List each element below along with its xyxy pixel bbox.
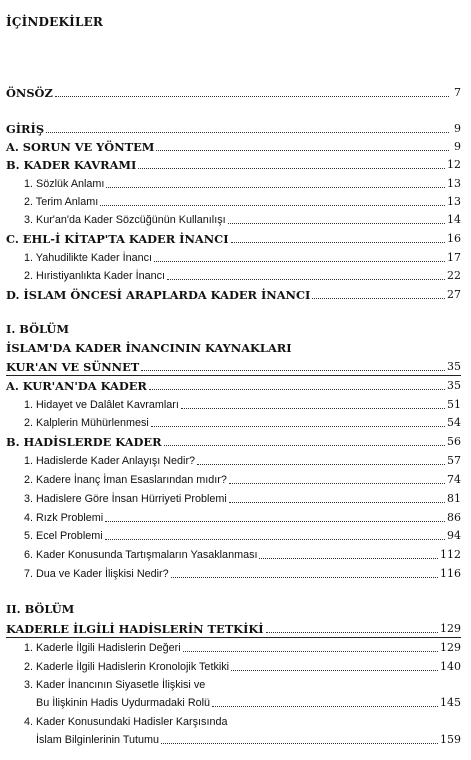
dot-leader xyxy=(106,186,445,188)
toc-entry-bilginler-line1[interactable]: 4. Kader Konusundaki Hadisler Karşısında xyxy=(24,716,228,728)
dot-leader xyxy=(156,149,449,151)
toc-page-number: 129 xyxy=(440,622,461,635)
dot-leader xyxy=(138,167,445,169)
toc-entry-label: İslam Bilginlerinin Tutumu xyxy=(36,734,160,746)
toc-entry-label: KADERLE İLGİLİ HADİSLERİN TETKİKİ xyxy=(6,622,264,636)
toc-entry-label: 1. Hadislerde Kader Anlayışı Nedir? xyxy=(24,455,196,467)
part-heading-1: I. BÖLÜM xyxy=(6,322,69,336)
toc-page-number: 159 xyxy=(440,733,461,746)
section-rule xyxy=(6,375,461,376)
toc-entry-label: 3. Kur'an'da Kader Sözcüğünün Kullanılışı xyxy=(24,214,226,226)
toc-page-number: 27 xyxy=(447,288,461,301)
toc-entry-tartismalarin-yasaklanmasi[interactable] xyxy=(24,546,461,562)
toc-entry-label: 3. Hadislere Göre İnsan Hürriyeti Problemi xyxy=(24,493,227,505)
dot-leader xyxy=(167,278,445,280)
toc-entry-giris[interactable] xyxy=(6,120,461,136)
toc-entry-kadere-inanc[interactable] xyxy=(24,471,461,487)
toc-entry-hidayet-dalalet[interactable] xyxy=(24,396,461,412)
part-title-1: İSLAM'DA KADER İNANCININ KAYNAKLARI xyxy=(6,341,292,355)
toc-entry-label: 5. Ecel Problemi xyxy=(24,530,103,542)
toc-entry-hiristiyanlik[interactable] xyxy=(24,267,461,283)
toc-entry-insan-hurriyeti[interactable] xyxy=(24,490,461,506)
toc-entry-label: 6. Kader Konusunda Tartışmaların Yasaklanması xyxy=(24,549,258,561)
toc-entry-label: 1. Hidayet ve Dalâlet Kavramları xyxy=(24,399,179,411)
dot-leader xyxy=(231,241,445,243)
toc-page-number: 116 xyxy=(440,567,461,580)
toc-page-number: 13 xyxy=(447,195,461,208)
page-title: İÇİNDEKİLER xyxy=(6,15,104,29)
toc-entry-label: B. KADER KAVRAMI xyxy=(6,158,137,172)
dot-leader xyxy=(312,297,445,299)
dot-leader xyxy=(105,538,445,540)
dot-leader xyxy=(161,742,438,744)
toc-entry-label: B. HADİSLERDE KADER xyxy=(6,435,162,449)
dot-leader xyxy=(229,501,445,503)
toc-page-number: 94 xyxy=(447,529,461,542)
toc-entry-rizk-problemi[interactable] xyxy=(24,509,461,525)
toc-entry-islam-oncesi[interactable] xyxy=(6,286,461,302)
toc-page-number: 112 xyxy=(440,548,461,561)
toc-page-number: 54 xyxy=(447,416,461,429)
toc-entry-label: 1. Kaderle İlgili Hadislerin Değeri xyxy=(24,642,181,654)
toc-page-number: 51 xyxy=(447,398,461,411)
toc-entry-terim-anlami[interactable] xyxy=(24,193,461,209)
toc-entry-label: 2. Hıristiyanlıkta Kader İnancı xyxy=(24,270,166,282)
dot-leader xyxy=(259,557,438,559)
dot-leader xyxy=(228,222,445,224)
toc-page-number: 13 xyxy=(447,177,461,190)
dot-leader xyxy=(181,407,445,409)
toc-entry-label: 1. Sözlük Anlamı xyxy=(24,178,105,190)
toc-entry-kader-kavrami[interactable] xyxy=(6,156,461,172)
dot-leader xyxy=(55,95,449,97)
toc-entry-label: ÖNSÖZ xyxy=(6,86,53,100)
toc-entry-kader-anlayisi[interactable] xyxy=(24,452,461,468)
toc-entry-label: D. İSLAM ÖNCESİ ARAPLARDA KADER İNANCI xyxy=(6,288,311,302)
toc-entry-label: 1. Yahudilikte Kader İnancı xyxy=(24,252,153,264)
toc-entry-label: GİRİŞ xyxy=(6,122,45,136)
toc-page-number: 17 xyxy=(447,251,461,264)
toc-entry-kronolojik-tetkik[interactable] xyxy=(24,658,461,674)
toc-entry-sorun-ve-yontem[interactable] xyxy=(6,138,461,154)
toc-entry-label: KUR'AN VE SÜNNET xyxy=(6,360,140,374)
toc-entry-ehl-i-kitap[interactable] xyxy=(6,230,461,246)
toc-entry-yahudilik[interactable] xyxy=(24,249,461,265)
toc-entry-label: A. KUR'AN'DA KADER xyxy=(6,379,147,393)
toc-entry-siyaset-line2[interactable] xyxy=(36,694,461,710)
toc-page-number: 14 xyxy=(447,213,461,226)
toc-page-number: 12 xyxy=(447,158,461,171)
part-heading-2: II. BÖLÜM xyxy=(6,602,75,616)
dot-leader xyxy=(231,669,438,671)
toc-entry-siyaset-line1[interactable]: 3. Kader İnancının Siyasetle İlişkisi ve xyxy=(24,679,206,691)
toc-page-number: 145 xyxy=(440,696,461,709)
dot-leader xyxy=(105,520,445,522)
dot-leader xyxy=(164,444,445,446)
toc-page-number: 74 xyxy=(447,473,461,486)
dot-leader xyxy=(154,260,445,262)
dot-leader xyxy=(197,463,445,465)
toc-entry-label: 2. Kadere İnanç İman Esaslarından mıdır? xyxy=(24,474,227,486)
toc-entry-label: C. EHL-İ KİTAP'TA KADER İNANCI xyxy=(6,232,229,246)
toc-entry-kalplerin-muhurlenmesi[interactable] xyxy=(24,414,461,430)
toc-page-number: 35 xyxy=(447,379,461,392)
toc-entry-label: 2. Terim Anlamı xyxy=(24,196,99,208)
dot-leader xyxy=(229,482,445,484)
toc-entry-kuranda-kader-sozcugu[interactable] xyxy=(24,211,461,227)
toc-entry-hadislerin-degeri[interactable] xyxy=(24,639,461,655)
toc-page-number: 57 xyxy=(447,454,461,467)
toc-entry-dua-ve-kader[interactable] xyxy=(24,565,461,581)
toc-page-number: 56 xyxy=(447,435,461,448)
toc-page-number: 9 xyxy=(454,122,461,135)
toc-entry-onsoz[interactable] xyxy=(6,84,461,100)
toc-page-number: 7 xyxy=(454,86,461,99)
toc-entry-hadislerin-tetkiki[interactable] xyxy=(6,620,461,636)
toc-page-number: 22 xyxy=(447,269,461,282)
toc-entry-ecel-problemi[interactable] xyxy=(24,527,461,543)
dot-leader xyxy=(212,705,438,707)
toc-entry-kuranda-kader[interactable] xyxy=(6,377,461,393)
toc-page-number: 9 xyxy=(454,140,461,153)
dot-leader xyxy=(46,131,449,133)
toc-entry-label: 2. Kaderle İlgili Hadislerin Kronolojik Tetkiki xyxy=(24,661,230,673)
toc-page-number: 140 xyxy=(440,660,461,673)
toc-page-number: 35 xyxy=(447,360,461,373)
toc-entry-label: 4. Rızk Problemi xyxy=(24,512,104,524)
toc-page-number: 81 xyxy=(447,492,461,505)
dot-leader xyxy=(149,388,445,390)
dot-leader xyxy=(151,425,445,427)
toc-entry-label: A. SORUN VE YÖNTEM xyxy=(6,140,155,154)
dot-leader xyxy=(171,576,438,578)
dot-leader xyxy=(183,650,438,652)
toc-entry-hadislerde-kader[interactable] xyxy=(6,433,461,449)
toc-page-number: 86 xyxy=(447,511,461,524)
toc-entry-bilginler-line2[interactable] xyxy=(36,731,461,747)
dot-leader xyxy=(266,631,438,633)
toc-entry-sozluk-anlami[interactable] xyxy=(24,175,461,191)
toc-entry-kuran-ve-sunnet[interactable] xyxy=(6,358,461,374)
toc-page-number: 129 xyxy=(440,641,461,654)
dot-leader xyxy=(141,369,445,371)
dot-leader xyxy=(100,204,445,206)
section-rule xyxy=(6,637,461,638)
toc-entry-label: 7. Dua ve Kader İlişkisi Nedir? xyxy=(24,568,169,580)
toc-page-number: 16 xyxy=(447,232,461,245)
toc-entry-label: 2. Kalplerin Mühürlenmesi xyxy=(24,417,149,429)
toc-entry-label: Bu İlişkinin Hadis Uydurmadaki Rolü xyxy=(36,697,211,709)
